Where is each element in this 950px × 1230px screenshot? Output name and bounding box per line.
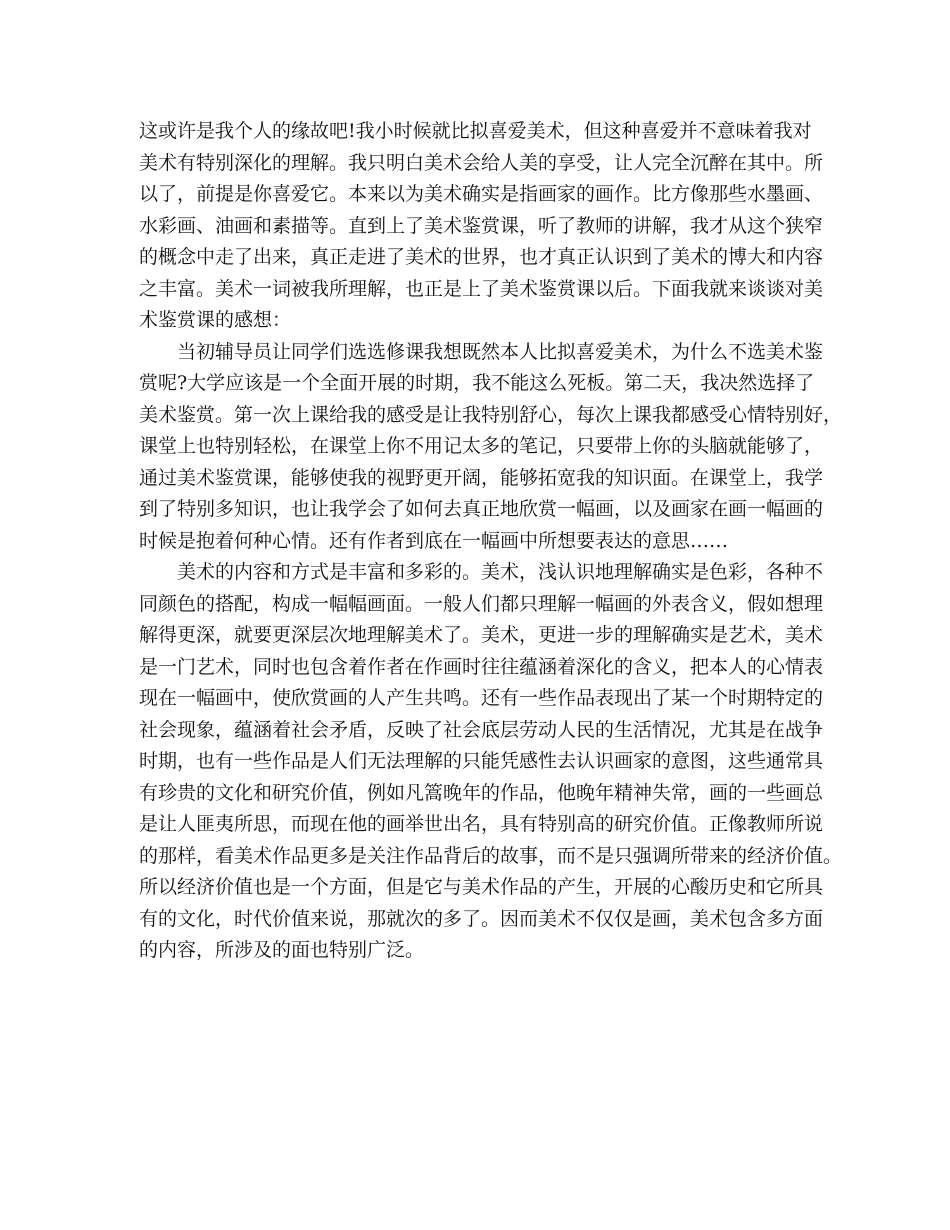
text-line: 时期，也有一些作品是人们无法理解的只能凭感性去认识画家的意图，这些通常具 <box>139 750 824 772</box>
text-line: 美术的内容和方式是丰富和多彩的。美术，浅认识地理解确实是色彩，各种不 <box>177 561 824 583</box>
text-line: 课堂上也特别轻松，在课堂上你不用记太多的笔记，只要带上你的头脑就能够了， <box>139 435 824 457</box>
text-line: 的内容，所涉及的面也特别广泛。 <box>139 939 425 961</box>
paragraph-3 <box>139 557 843 967</box>
text-line: 当初辅导员让同学们选选修课我想既然本人比拟喜爱美术，为什么不选美术鉴 <box>177 340 824 363</box>
text-line: 的那样，看美术作品更多是关注作品背后的故事，而不是只强调所带来的经济价值。 <box>139 844 843 867</box>
text-line: 术鉴赏课的感想： <box>139 309 292 331</box>
text-line: 美术鉴赏。第一次上课给我的感受是让我特别舒心，每次上课我都感受心情特别好， <box>139 403 843 426</box>
paragraph-2 <box>139 337 843 558</box>
text-line: 水彩画、油画和素描等。直到上了美术鉴赏课，听了教师的讲解，我才从这个狭窄 <box>139 214 824 237</box>
text-line: 之丰富。美术一词被我所理解，也正是上了美术鉴赏课以后。下面我就来谈谈对美 <box>139 277 824 300</box>
text-line: 通过美术鉴赏课，能够使我的视野更开阔，能够拓宽我的知识面。在课堂上，我学 <box>139 466 824 489</box>
text-line: 美术有特别深化的理解。我只明白美术会给人美的享受，让人完全沉醉在其中。所 <box>139 151 824 174</box>
text-line: 所以经济价值也是一个方面，但是它与美术作品的产生，开展的心酸历史和它所具 <box>139 876 824 898</box>
text-line: 社会现象，蕴涵着社会矛盾，反映了社会底层劳动人民的生活情况，尤其是在战争 <box>139 718 824 741</box>
text-line: 以了，前提是你喜爱它。本来以为美术确实是指画家的画作。比方像那些水墨画、 <box>139 183 824 205</box>
text-line: 解得更深，就要更深层次地理解美术了。美术，更进一步的理解确实是艺术，美术 <box>139 624 824 646</box>
text-line: 到了特别多知识，也让我学会了如何去真正地欣赏一幅画，以及画家在画一幅画的 <box>139 498 824 520</box>
text-line: 是一门艺术，同时也包含着作者在作画时往往蕴涵着深化的含义，把本人的心情表 <box>139 655 824 678</box>
text-line: 赏呢?大学应该是一个全面开展的时期，我不能这么死板。第二天，我决然选择了 <box>139 372 815 394</box>
text-line: 同颜色的搭配，构成一幅幅画面。一般人们都只理解一幅画的外表含义，假如想理 <box>139 592 824 615</box>
paragraph-1 <box>139 116 839 337</box>
document-body <box>139 116 843 967</box>
text-line: 时候是抱着何种心情。还有作者到底在一幅画中所想要表达的意思…… <box>139 529 729 552</box>
text-line: 这或许是我个人的缘故吧!我小时候就比拟喜爱美术，但这种喜爱并不意味着我对 <box>139 120 812 142</box>
text-line: 的概念中走了出来，真正走进了美术的世界，也才真正认识到了美术的博大和内容 <box>139 246 824 268</box>
text-line: 现在一幅画中，使欣赏画的人产生共鸣。还有一些作品表现出了某一个时期特定的 <box>139 687 824 709</box>
text-line: 有的文化，时代价值来说，那就次的多了。因而美术不仅仅是画，美术包含多方面 <box>139 907 824 930</box>
text-line: 是让人匪夷所思，而现在他的画举世出名，具有特别高的研究价值。正像教师所说 <box>139 813 824 835</box>
text-line: 有珍贵的文化和研究价值，例如凡篙晚年的作品，他晚年精神失常，画的一些画总 <box>139 781 824 804</box>
